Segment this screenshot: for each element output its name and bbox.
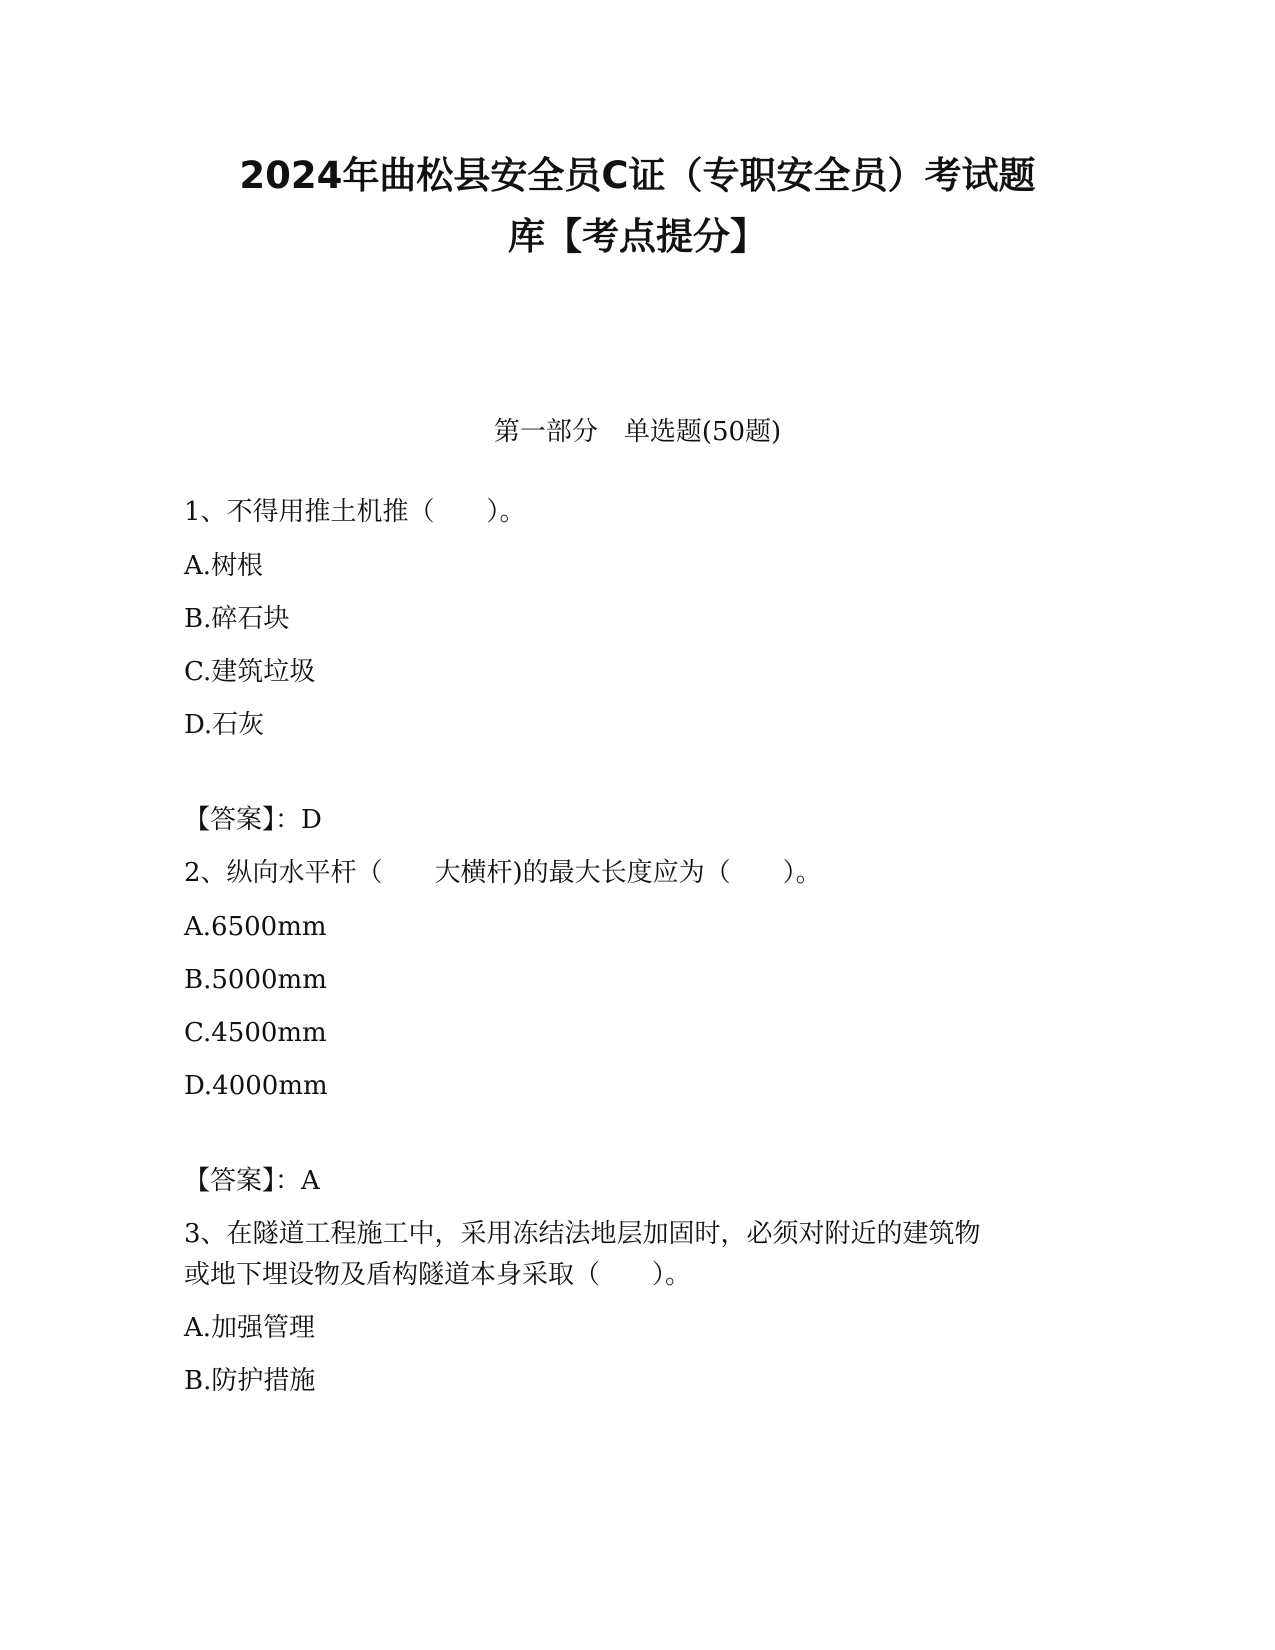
document-title-line-1: 2024年曲松县安全员C证（专职安全员）考试题: [239, 154, 1036, 197]
question-2-answer: 【答案】：A: [184, 1166, 320, 1196]
question-1-option-b: B.碎石块: [184, 604, 290, 634]
question-2-stem: 2、纵向水平杆（ 大横杆)的最大长度应为（ ）。: [184, 858, 822, 888]
question-1-option-c: C.建筑垃圾: [184, 657, 316, 687]
document-title-line-2: 库【考点提分】: [508, 215, 767, 258]
question-3-option-a: A.加强管理: [184, 1313, 316, 1343]
question-1-option-a: A.树根: [184, 551, 264, 581]
question-3-option-b: B.防护措施: [184, 1366, 316, 1396]
question-1-option-d: D.石灰: [184, 710, 265, 740]
question-2-option-b: B.5000mm: [184, 965, 327, 995]
question-1-stem: 1、不得用推土机推（ ）。: [184, 497, 526, 527]
question-3-stem-line-2: 或地下埋设物及盾构隧道本身采取（ ）。: [184, 1260, 692, 1290]
question-2-option-a: A.6500mm: [184, 912, 327, 942]
question-2-option-d: D.4000mm: [184, 1071, 328, 1101]
question-3-stem-line-1: 3、在隧道工程施工中，采用冻结法地层加固时，必须对附近的建筑物: [184, 1219, 981, 1249]
question-2-option-c: C.4500mm: [184, 1018, 327, 1048]
section-heading: 第一部分 单选题(50题): [493, 417, 782, 447]
question-1-answer: 【答案】：D: [184, 805, 322, 835]
